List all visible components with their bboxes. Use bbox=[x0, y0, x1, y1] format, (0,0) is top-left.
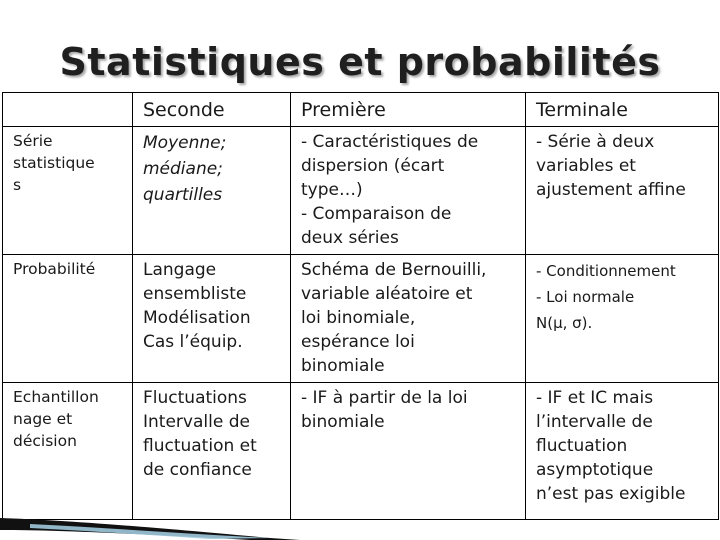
header-terminale: Terminale bbox=[526, 93, 719, 127]
header-empty-cell bbox=[3, 93, 133, 127]
cell-line: N(μ, σ). bbox=[536, 314, 593, 332]
cell-line: espérance loi bbox=[301, 332, 415, 352]
page-title: Statistiques et probabilités bbox=[59, 40, 661, 84]
cell-premiere bbox=[291, 383, 526, 520]
row-label-line: Série bbox=[13, 132, 53, 150]
row-label bbox=[3, 383, 133, 520]
swoosh-highlight bbox=[30, 524, 270, 539]
cell-line: - Conditionnement bbox=[536, 262, 676, 280]
cell-line: variables et bbox=[536, 156, 636, 176]
cell-line: - IF à partir de la loi bbox=[301, 388, 468, 408]
cell-line: binomiale bbox=[301, 412, 385, 432]
cell-terminale bbox=[526, 383, 719, 520]
cell-line: médiane; bbox=[143, 159, 223, 179]
row-label-line: décision bbox=[13, 432, 77, 450]
cell-line: asymptotique bbox=[536, 460, 654, 480]
table-row-echantillonnage bbox=[3, 383, 719, 520]
cell-premiere bbox=[291, 127, 526, 255]
cell-line: l’intervalle de bbox=[536, 412, 653, 432]
cell-seconde bbox=[133, 255, 291, 383]
cell-line: Langage bbox=[143, 260, 217, 280]
cell-line: n’est pas exigible bbox=[536, 484, 686, 504]
row-label-line: s bbox=[13, 176, 22, 194]
cell-line: - Loi normale bbox=[536, 288, 635, 306]
cell-line: Intervalle de bbox=[143, 412, 250, 432]
cell-line: Fluctuations bbox=[143, 388, 247, 408]
row-label-line: nage et bbox=[13, 410, 73, 428]
cell-line: quartilles bbox=[143, 185, 223, 205]
cell-line: deux séries bbox=[301, 228, 399, 248]
cell-line: Moyenne; bbox=[143, 133, 227, 153]
cell-seconde bbox=[133, 383, 291, 520]
cell-terminale bbox=[526, 127, 719, 255]
cell-premiere bbox=[291, 255, 526, 383]
cell-line: - IF et IC mais bbox=[536, 388, 654, 408]
cell-line: Cas l’équip. bbox=[143, 332, 243, 352]
cell-line: - Comparaison de bbox=[301, 204, 452, 224]
row-label-line: statistique bbox=[13, 154, 95, 172]
cell-seconde bbox=[133, 127, 291, 255]
cell-line: binomiale bbox=[301, 356, 385, 376]
cell-line: Modélisation bbox=[143, 308, 251, 328]
cell-line: ensembliste bbox=[143, 284, 247, 304]
table-row-serie-statistique bbox=[3, 127, 719, 255]
cell-line: Schéma de Bernouilli, bbox=[301, 260, 487, 280]
cell-line: de confiance bbox=[143, 460, 252, 480]
row-label-line: Echantillon bbox=[13, 388, 99, 406]
cell-line: fluctuation bbox=[536, 436, 628, 456]
row-label bbox=[3, 255, 133, 383]
header-row bbox=[3, 93, 719, 127]
cell-line: loi binomiale, bbox=[301, 308, 416, 328]
table-row-probabilite bbox=[3, 255, 719, 383]
cell-line: dispersion (écart bbox=[301, 156, 445, 176]
header-premiere: Première bbox=[291, 93, 526, 127]
cell-line: fluctuation et bbox=[143, 436, 257, 456]
cell-line: - Série à deux bbox=[536, 132, 655, 152]
swoosh-shape bbox=[0, 518, 300, 540]
row-label-line: Probabilité bbox=[13, 260, 96, 278]
row-label bbox=[3, 127, 133, 255]
curriculum-table bbox=[2, 92, 719, 520]
cell-line: ajustement affine bbox=[536, 180, 686, 200]
cell-line: type…) bbox=[301, 180, 363, 200]
cell-line: variable aléatoire et bbox=[301, 284, 473, 304]
header-seconde: Seconde bbox=[133, 93, 291, 127]
cell-line: - Caractéristiques de bbox=[301, 132, 479, 152]
cell-terminale bbox=[526, 255, 719, 383]
